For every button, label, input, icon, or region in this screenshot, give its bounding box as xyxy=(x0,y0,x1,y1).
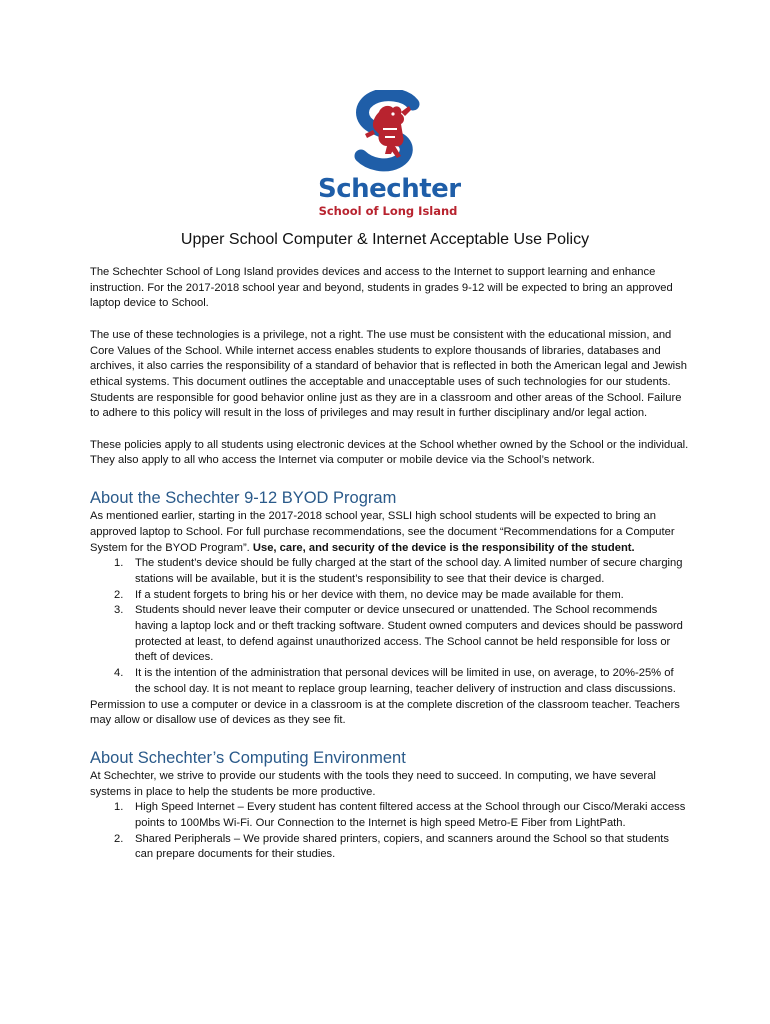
list-number: 2. xyxy=(114,832,124,845)
document-body xyxy=(90,265,690,863)
byod-lead-end: . xyxy=(631,541,635,554)
list-number: 1. xyxy=(114,557,124,570)
logo-subtitle: School of Long Island xyxy=(318,204,458,218)
intro-paragraph: These policies apply to all students using electronic devices at the School whether owned by the School or the individual. They also apply to all who access the Internet via computer or mobile device via the School’s network. xyxy=(90,438,689,467)
list-item xyxy=(90,800,690,831)
school-logo xyxy=(318,90,461,222)
list-text: Students should never leave their computer or device unsecured or unattended. The School recommends having a laptop lock and or theft tracking software. Student owned computers and devices should be password protected at least, to defend against unauthorized access. The School cannot be held responsible for loss or theft of devices. xyxy=(135,604,683,664)
computing-list xyxy=(90,800,690,863)
list-text: If a student forgets to bring his or her device with them, no device may be made available for them. xyxy=(135,588,624,601)
byod-list xyxy=(90,556,690,697)
intro-paragraph: The use of these technologies is a privilege, not a right. The use must be consistent with the educational mission, and Core Values of the School. While internet access enables students to explore thousands of libraries, databases and archives, it also carries the responsibility of a standard of behavior that is reflected in both the American legal and Jewish ethical systems. This document outlines the acceptable and unacceptable uses of such technologies for our students. Students are responsible for good behavior online just as they are in a classroom and other areas of the School. Failure to adhere to this policy will result in the loss of privileges and may result in further disciplinary and/or legal action. xyxy=(90,328,687,420)
list-number: 3. xyxy=(114,604,124,617)
list-number: 4. xyxy=(114,667,124,680)
lion-s-emblem-icon xyxy=(343,90,433,174)
logo-wordmark: Schechter xyxy=(318,174,461,204)
list-item xyxy=(90,556,690,587)
list-item xyxy=(90,832,690,863)
list-item xyxy=(90,666,690,697)
byod-lead-bold: Use, care, and security of the device is the responsibility of the student xyxy=(252,541,632,554)
section-heading-computing: About Schechter’s Computing Environment xyxy=(90,748,406,767)
list-text: Shared Peripherals – We provide shared printers, copiers, and scanners around the School so that students can prepare documents for their studies. xyxy=(135,832,669,861)
list-text: It is the intention of the administration that personal devices will be limited in use, on average, to 20%-25% of the school day. It is not meant to replace group learning, teacher delivery of instruction and class discussions. xyxy=(135,667,676,695)
byod-closing: Permission to use a computer or device in a classroom is at the complete discretion of the classroom teacher. Teachers may allow or disallow use of devices as they see fit. xyxy=(90,698,680,727)
list-item xyxy=(90,603,690,666)
intro-paragraph: The Schechter School of Long Island provides devices and access to the Internet to support learning and enhance instruction. For the 2017-2018 school year and beyond, students in grades 9-12 will be expected to bring an approved laptop device to School. xyxy=(90,266,673,310)
computing-lead: At Schechter, we strive to provide our students with the tools they need to succeed. In computing, we have several systems in place to help the students be more productive. xyxy=(90,769,656,798)
section-heading-byod: About the Schechter 9-12 BYOD Program xyxy=(90,489,397,508)
list-text: The student’s device should be fully charged at the start of the school day. A limited number of secure charging stations will be available, but it is the student’s responsibility to see that their device is charged. xyxy=(135,557,683,585)
list-item xyxy=(90,588,690,604)
list-number: 1. xyxy=(114,801,124,814)
list-number: 2. xyxy=(114,588,124,601)
byod-lead-text: As mentioned earlier, starting in the 2017-2018 school year, SSLI high school students will be expected to bring an approved laptop to School. For full purchase recommendations, see the document “Recommendations for a Computer System for the BYOD Program”. xyxy=(90,510,675,554)
list-text: High Speed Internet – Every student has content filtered access at the School through our Cisco/Meraki access points to 100Mbs Wi-Fi. Our Connection to the Internet is high speed Metro-E Fiber from LightPath. xyxy=(135,801,686,830)
byod-lead xyxy=(90,509,690,556)
page-title: Upper School Computer & Internet Acceptable Use Policy xyxy=(180,231,590,248)
